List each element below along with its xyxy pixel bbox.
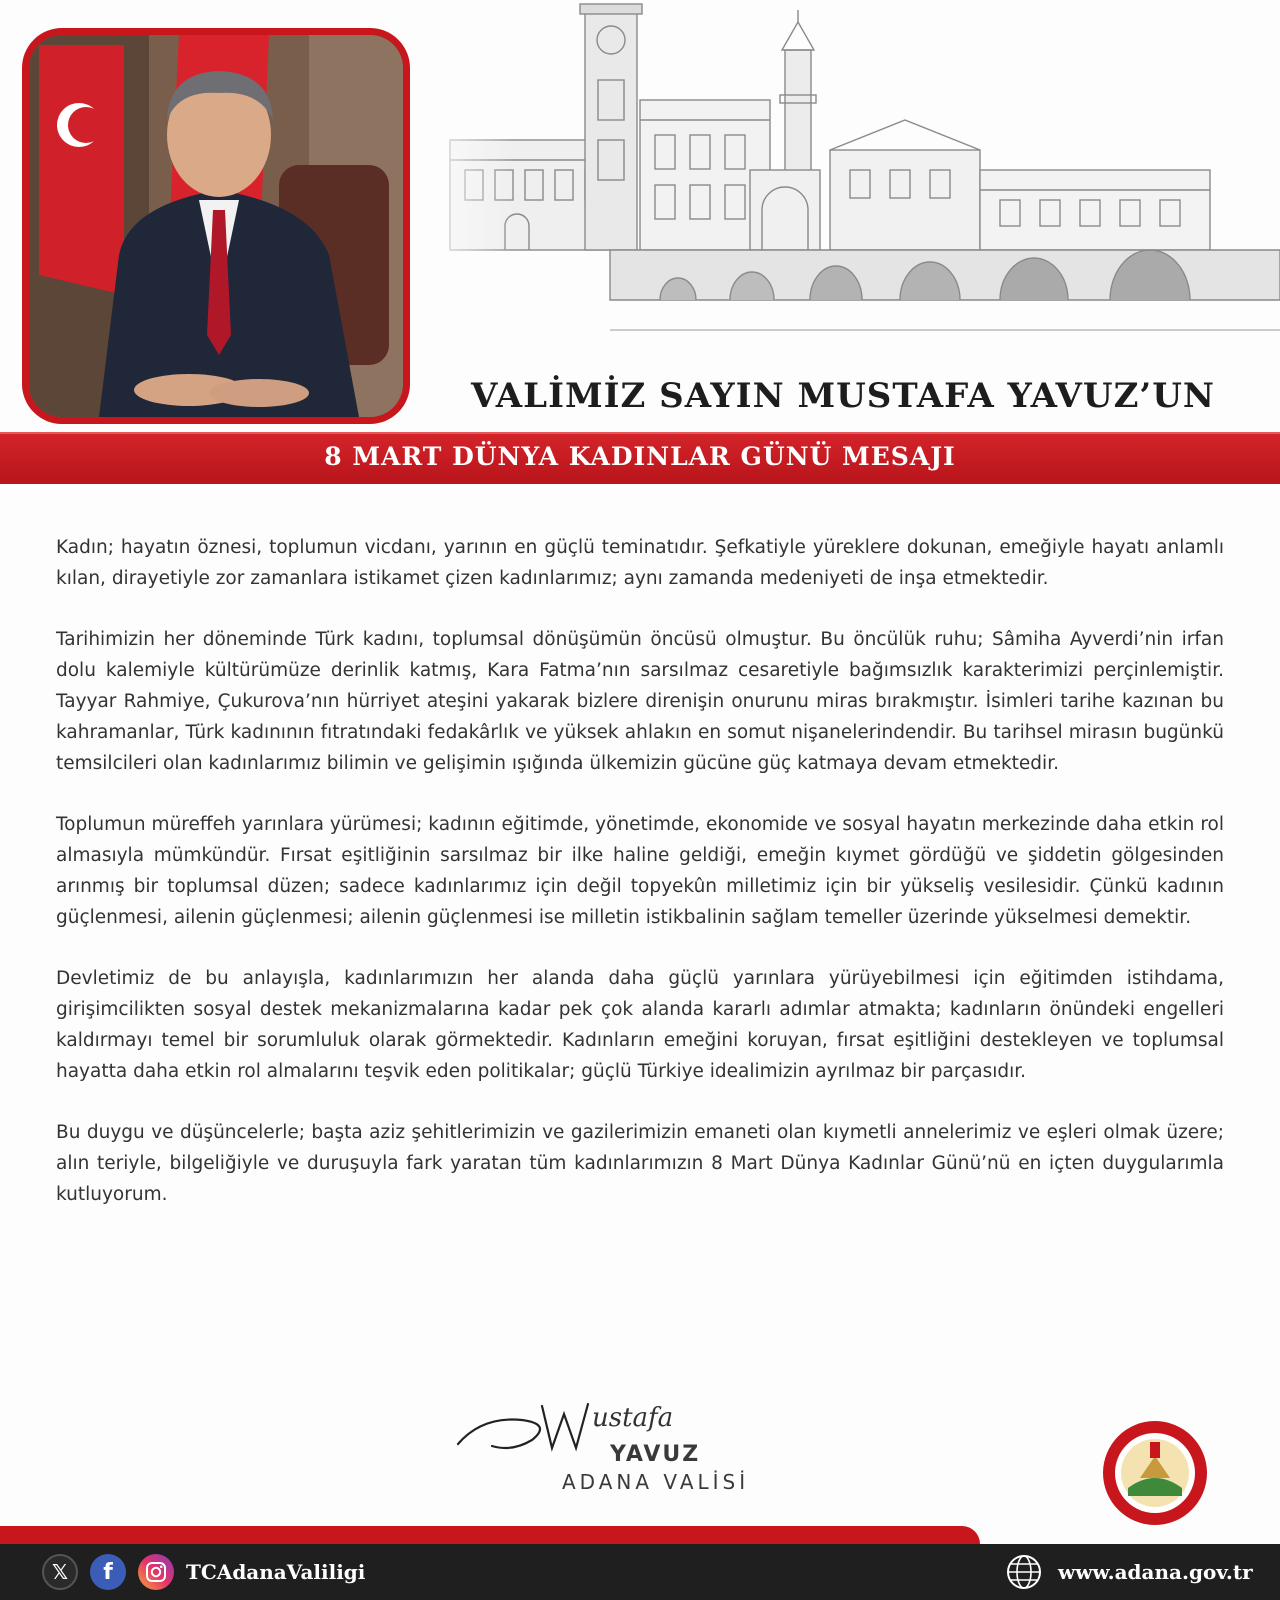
message-paragraph: Bu duygu ve düşüncelerle; başta aziz şehitlerimizin ve gazilerimizin emaneti olan kıymetli annelerimiz ve eşleri olmak üzere; alın teriyle, bilgeliğiyle ve duruşuyla fark yaratan tüm kadınlarımızın 8 Mart Dünya Kadınlar Günü’nü en içten duygularımla kutluyorum. [56, 1122, 1224, 1205]
governor-portrait [22, 28, 410, 424]
signature-block [452, 1396, 782, 1506]
x-icon[interactable]: 𝕏 [42, 1554, 78, 1590]
signature-name: YAVUZ [610, 1442, 701, 1467]
instagram-icon[interactable] [138, 1554, 174, 1590]
message-body [56, 532, 1224, 1240]
page-title: VALİMİZ SAYIN MUSTAFA YAVUZ’UN [471, 376, 1215, 416]
svg-text:ustafa: ustafa [592, 1403, 674, 1433]
message-paragraph: Kadın; hayatın öznesi, toplumun vicdanı, yarının en güçlü teminatıdır. Şefkatiyle yüreklere dokunan, emeğiyle hayatı anlamlı kılan, dirayetiyle zor zamanlara istikamet çizen kadınlarımız; aynı zamanda medeniyeti de inşa etmektedir. [56, 537, 1224, 589]
website-link[interactable]: www.adana.gov.tr [1058, 1560, 1253, 1584]
message-paragraph: Tarihimizin her döneminde Türk kadını, toplumsal dönüşümün öncüsü olmuştur. Bu öncülük ruhu; Sâmiha Ayverdi’nin irfan dolu kalemiyle kültürümüze derinlik katmış, Kara Fatma’nın sarsılmaz cesaretiyle bağımsızlık karakterimizi perçinlemiştir. Tayyar Rahmiye, Çukurova’nın hürriyet ateşini yakarak bizlere direnişin onurunu miras bırakmıştır. İsimleri tarihe kazınan bu kahramanlar, Türk kadınının fıtratındaki fedakârlık ve yüksek ahlakın en somut nişanelerindendir. Bu tarihsel mirasın bugünkü temsilcileri olan kadınlarımız bilimin ve gelişimin ışığında ülkemizin gücüne güç katmaya devam etmektedir. [56, 629, 1224, 774]
subtitle-text: 8 MART DÜNYA KADINLAR GÜNÜ MESAJI [324, 442, 956, 471]
footer-accent-band [0, 1526, 980, 1544]
adana-governorship-seal [1100, 1418, 1210, 1528]
signature-title: ADANA VALİSİ [562, 1470, 750, 1494]
globe-icon [1006, 1554, 1042, 1590]
message-paragraph: Devletimiz de bu anlayışla, kadınlarımızın her alanda daha güçlü yarınlara yürüyebilmesi için eğitimden istihdama, girişimcilikten sosyal destek mekanizmalarına kadar pek çok alanda kararlı adımlar atmakta; kadınların önündeki engelleri kaldırmayı temel bir sorumluluk olarak görmektedir. Kadınların emeğini koruyan, fırsat eşitliğini destekleyen ve toplumsal hayatta daha etkin rol almalarını teşvik eden politikalar; güçlü Türkiye idealimizin ayrılmaz bir parçasıdır. [56, 968, 1224, 1082]
footer-bar [0, 1544, 1280, 1600]
message-paragraph: Toplumun müreffeh yarınlara yürümesi; kadının eğitimde, yönetimde, ekonomide ve sosyal hayatın merkezinde daha etkin rol almasıyla mümkündür. Fırsat eşitliğinin sarsılmaz bir ilke haline geldiği, emeğin kıymet gördüğü ve şiddetin gölgesinden arınmış bir toplumsal düzen; sadece kadınlarımız için değil topyekûn milletimiz için bir yükseliş vesilesidir. Çünkü kadının güçlenmesi, ailenin güçlenmesi; ailenin güçlenmesi ise milletin istikbalinin sağlam temeller üzerinde yükselmesi demektir. [56, 814, 1224, 928]
city-skyline-illustration [410, 0, 1280, 360]
social-handle[interactable]: TCAdanaValiligi [186, 1560, 366, 1584]
facebook-icon[interactable]: f [90, 1554, 126, 1590]
